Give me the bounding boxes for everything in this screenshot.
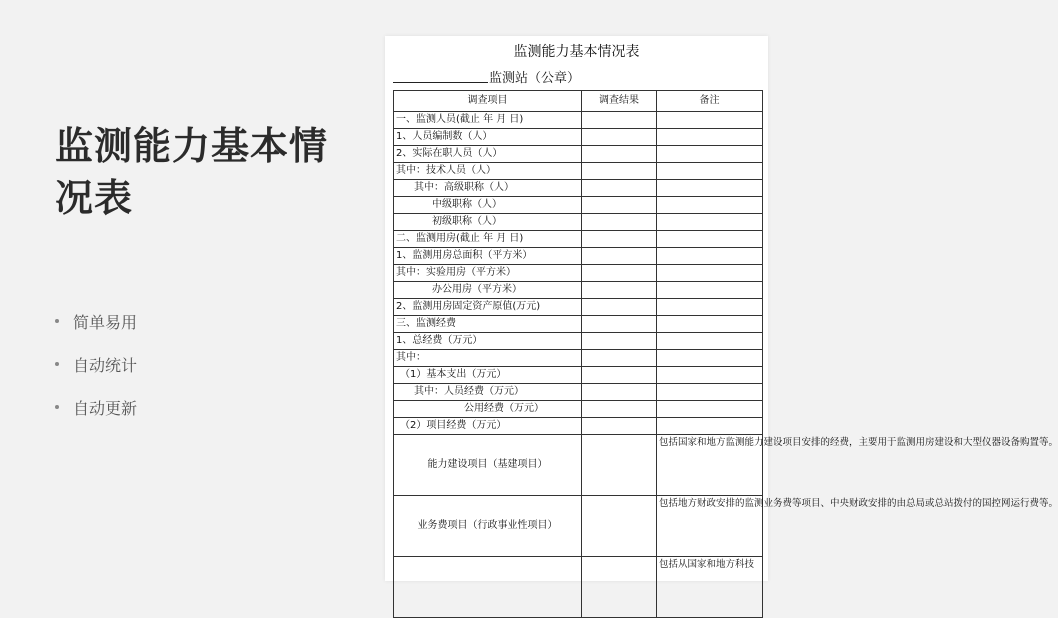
item-cell: 中级职称（人） <box>394 197 582 214</box>
feature-item <box>55 353 137 375</box>
item-cell: 2、实际在职人员（人） <box>394 146 582 163</box>
item-cell: 其中： <box>394 350 582 367</box>
result-cell[interactable] <box>582 180 657 197</box>
table-row <box>394 214 763 231</box>
note-cell <box>657 350 763 367</box>
document-preview <box>385 36 1058 581</box>
table-row <box>394 282 763 299</box>
result-cell[interactable] <box>582 367 657 384</box>
item-cell: （1）基本支出（万元） <box>394 367 582 384</box>
item-cell: 公用经费（万元） <box>394 401 582 418</box>
note-cell: 包括从国家和地方科技 <box>657 557 763 618</box>
feature-list <box>55 310 137 439</box>
survey-table <box>393 90 1058 618</box>
item-cell: 三、监测经费 <box>394 316 582 333</box>
item-cell: 其中：人员经费（万元） <box>394 384 582 401</box>
result-cell[interactable] <box>582 401 657 418</box>
table-row <box>394 180 763 197</box>
note-cell: 包括国家和地方监测能力建设项目安排的经费，主要用于监测用房建设和大型仪器设备购置等。 <box>657 435 763 496</box>
result-cell[interactable] <box>582 333 657 350</box>
result-cell[interactable] <box>582 265 657 282</box>
table-row <box>394 496 763 557</box>
item-cell: 其中：高级职称（人） <box>394 180 582 197</box>
note-cell <box>657 146 763 163</box>
feature-label: 自动统计 <box>73 355 138 375</box>
feature-label: 自动更新 <box>73 398 138 418</box>
feature-item <box>55 396 137 418</box>
note-cell: 包括地方财政安排的监测业务费等项目、中央财政安排的由总局或总站拨付的国控网运行费等。 <box>657 496 763 557</box>
table-row <box>394 367 763 384</box>
column-header-note: 备注 <box>657 91 763 112</box>
station-label: 监测站（公章） <box>489 71 581 86</box>
note-cell <box>657 367 763 384</box>
note-cell <box>657 333 763 350</box>
bullet-icon <box>55 405 59 409</box>
note-cell <box>657 180 763 197</box>
table-row <box>394 197 763 214</box>
item-cell: 2、监测用房固定资产原值(万元) <box>394 299 582 316</box>
item-cell: 其中：实验用房（平方米） <box>394 265 582 282</box>
note-cell <box>657 163 763 180</box>
table-row <box>394 265 763 282</box>
table-row <box>394 231 763 248</box>
note-cell <box>657 248 763 265</box>
result-cell[interactable] <box>582 248 657 265</box>
table-body <box>394 112 1058 618</box>
result-cell[interactable] <box>582 316 657 333</box>
result-cell[interactable] <box>582 146 657 163</box>
item-cell: （2）项目经费（万元） <box>394 418 582 435</box>
table-row <box>394 384 763 401</box>
result-cell[interactable] <box>582 496 657 557</box>
note-cell <box>657 265 763 282</box>
table-row <box>394 557 763 618</box>
result-cell[interactable] <box>582 112 657 129</box>
result-cell[interactable] <box>582 384 657 401</box>
table-row <box>394 350 763 367</box>
result-cell[interactable] <box>582 231 657 248</box>
note-cell <box>657 282 763 299</box>
table-row <box>394 418 763 435</box>
document-title: 监测能力基本情况表 <box>513 44 640 60</box>
promo-title: 监测能力基本情况表 <box>55 124 329 220</box>
note-cell <box>657 316 763 333</box>
table-row <box>394 299 763 316</box>
item-cell: 初级职称（人） <box>394 214 582 231</box>
item-cell: 其中：技术人员（人） <box>394 163 582 180</box>
table-row <box>394 248 763 265</box>
item-cell: 能力建设项目（基建项目） <box>394 435 582 496</box>
item-cell: 办公用房（平方米） <box>394 282 582 299</box>
note-cell <box>657 214 763 231</box>
item-cell <box>394 557 582 618</box>
column-header-result: 调查结果 <box>582 91 657 112</box>
result-cell[interactable] <box>582 435 657 496</box>
item-cell: 二、监测用房(截止 年 月 日) <box>394 231 582 248</box>
feature-label: 简单易用 <box>73 312 138 332</box>
bullet-icon <box>55 362 59 366</box>
item-cell: 1、总经费（万元） <box>394 333 582 350</box>
note-cell <box>657 112 763 129</box>
note-cell <box>657 401 763 418</box>
note-cell <box>657 129 763 146</box>
table-row <box>394 146 763 163</box>
item-cell: 业务费项目（行政事业性项目） <box>394 496 582 557</box>
table-row <box>394 129 763 146</box>
item-cell: 1、人员编制数（人） <box>394 129 582 146</box>
item-cell: 1、监测用房总面积（平方米） <box>394 248 582 265</box>
note-cell <box>657 418 763 435</box>
note-cell <box>657 197 763 214</box>
bullet-icon <box>55 319 59 323</box>
result-cell[interactable] <box>582 299 657 316</box>
table-row <box>394 316 763 333</box>
result-cell[interactable] <box>582 350 657 367</box>
table-row <box>394 435 763 496</box>
result-cell[interactable] <box>582 282 657 299</box>
result-cell[interactable] <box>582 129 657 146</box>
column-header-item: 调查项目 <box>394 91 582 112</box>
table-row <box>394 401 763 418</box>
station-underline <box>393 68 488 83</box>
item-cell: 一、监测人员(截止 年 月 日) <box>394 112 582 129</box>
result-cell[interactable] <box>582 163 657 180</box>
result-cell[interactable] <box>582 418 657 435</box>
note-cell <box>657 299 763 316</box>
table-row <box>394 333 763 350</box>
note-cell <box>657 231 763 248</box>
table-row <box>394 112 763 129</box>
table-header-row <box>394 91 763 112</box>
result-cell[interactable] <box>582 214 657 231</box>
result-cell[interactable] <box>582 557 657 618</box>
note-cell <box>657 384 763 401</box>
result-cell[interactable] <box>582 197 657 214</box>
feature-item <box>55 310 137 332</box>
table-row <box>394 163 763 180</box>
